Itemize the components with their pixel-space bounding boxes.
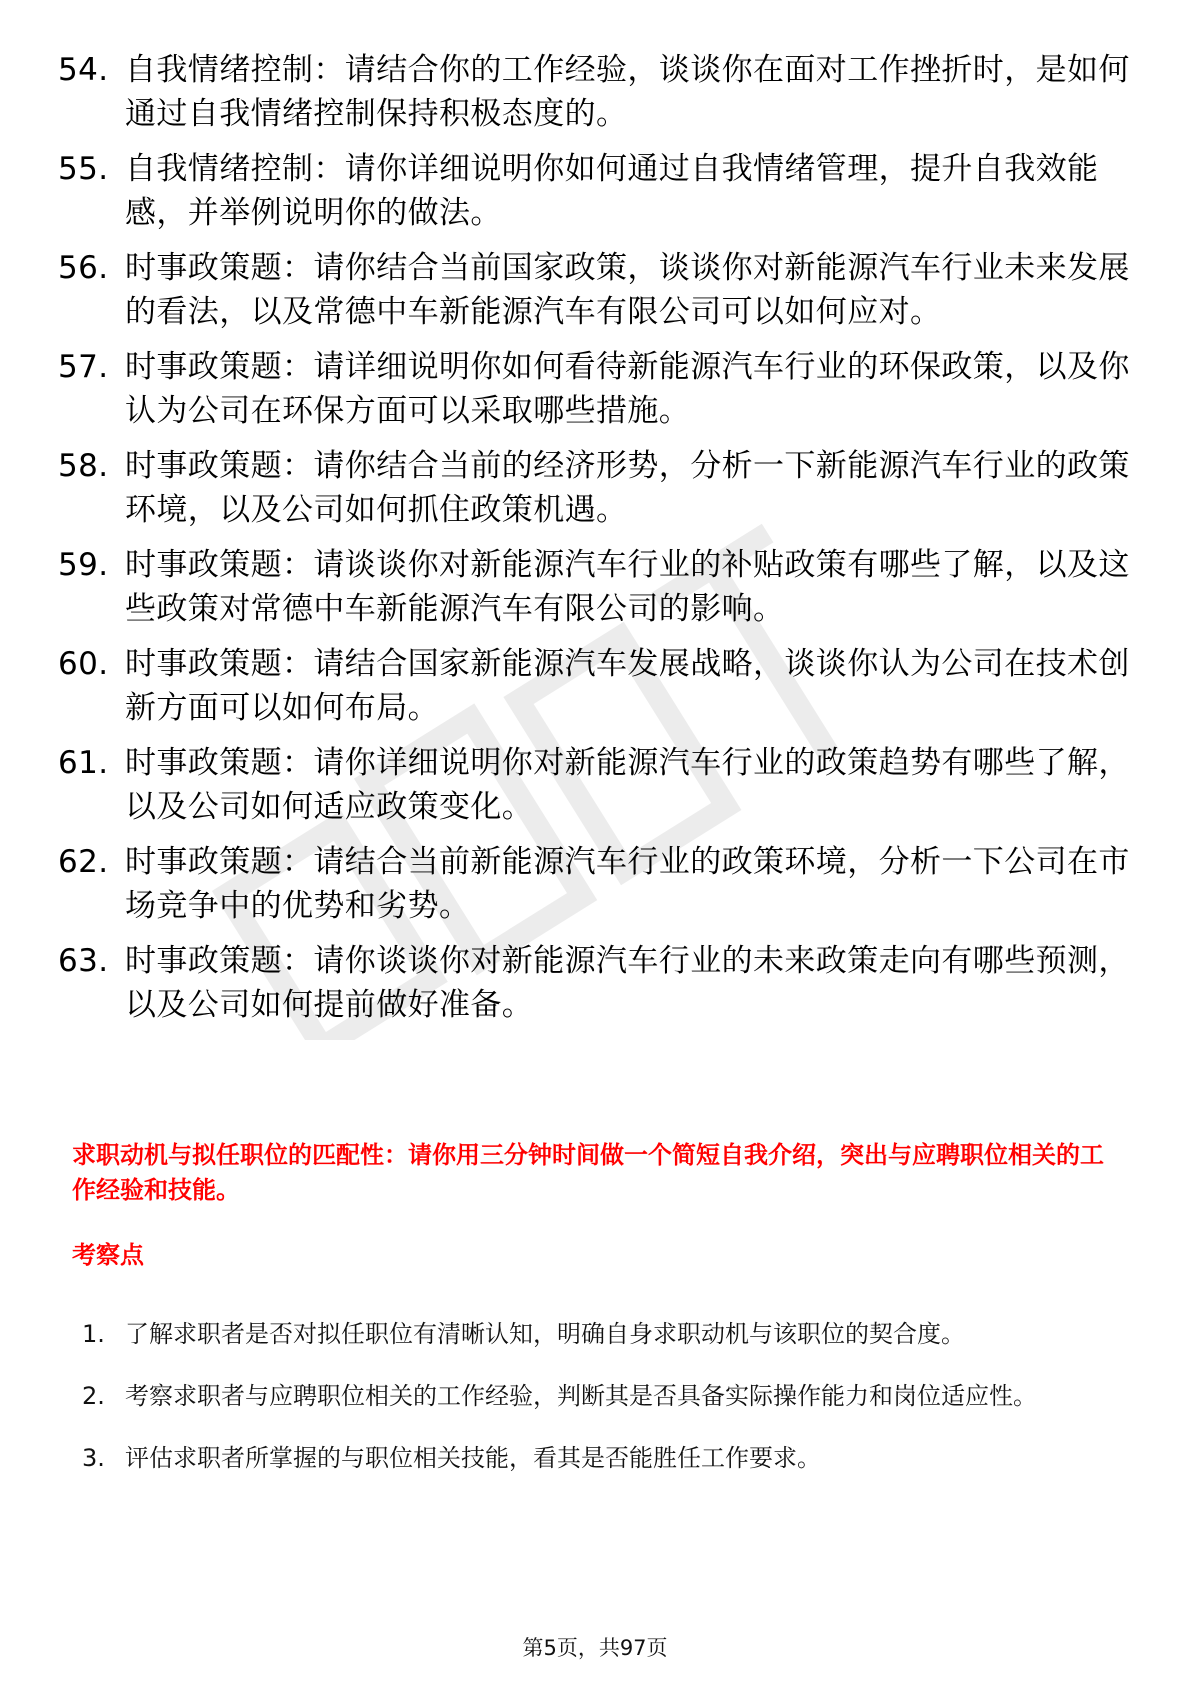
question-text: 时事政策题：请谈谈你对新能源汽车行业的补贴政策有哪些了解，以及这些政策对常德中车新能源汽车有限公司的影响。 xyxy=(125,547,1130,627)
question-text: 时事政策题：请详细说明你如何看待新能源汽车行业的环保政策，以及你认为公司在环保方面可以采取哪些措施。 xyxy=(125,349,1130,429)
question-number: 59. xyxy=(58,547,109,583)
question-text: 时事政策题：请你结合当前国家政策，谈谈你对新能源汽车行业未来发展的看法，以及常德中车新能源汽车有限公司可以如何应对。 xyxy=(125,250,1130,330)
assessment-points-list xyxy=(82,1305,1122,1491)
list-item xyxy=(58,444,1138,532)
question-text: 时事政策题：请你详细说明你对新能源汽车行业的政策趋势有哪些了解，以及公司如何适应政策变化。 xyxy=(125,745,1130,825)
page-footer: 第5页，共97页 xyxy=(522,1636,668,1660)
list-item xyxy=(82,1367,1122,1425)
question-text: 时事政策题：请你谈谈你对新能源汽车行业的未来政策走向有哪些预测，以及公司如何提前做好准备。 xyxy=(125,943,1130,1023)
question-number: 57. xyxy=(58,349,109,385)
point-text: 评估求职者所掌握的与职位相关技能，看其是否能胜任工作要求。 xyxy=(125,1444,821,1472)
list-item xyxy=(58,48,1138,136)
question-number: 63. xyxy=(58,943,109,979)
question-number: 55. xyxy=(58,151,109,187)
question-text: 自我情绪控制：请你详细说明你如何通过自我情绪管理，提升自我效能感，并举例说明你的做法。 xyxy=(125,151,1099,231)
list-item xyxy=(58,840,1138,928)
list-item xyxy=(58,147,1138,235)
list-item xyxy=(58,543,1138,631)
question-text: 时事政策题：请结合当前新能源汽车行业的政策环境，分析一下公司在市场竞争中的优势和劣势。 xyxy=(125,844,1130,924)
list-item xyxy=(58,642,1138,730)
point-number: 1. xyxy=(82,1320,105,1348)
point-number: 3. xyxy=(82,1444,105,1472)
section-label: 考察点 xyxy=(72,1241,144,1269)
list-item xyxy=(58,939,1138,1027)
question-number: 62. xyxy=(58,844,109,880)
list-item xyxy=(58,345,1138,433)
question-text: 自我情绪控制：请结合你的工作经验，谈谈你在面对工作挫折时，是如何通过自我情绪控制保持积极态度的。 xyxy=(125,52,1130,132)
point-number: 2. xyxy=(82,1382,105,1410)
question-number: 56. xyxy=(58,250,109,286)
point-text: 考察求职者与应聘职位相关的工作经验，判断其是否具备实际操作能力和岗位适应性。 xyxy=(125,1382,1037,1410)
question-number: 54. xyxy=(58,52,109,88)
point-text: 了解求职者是否对拟任职位有清晰认知，明确自身求职动机与该职位的契合度。 xyxy=(125,1320,965,1348)
list-item xyxy=(82,1429,1122,1487)
question-text: 时事政策题：请你结合当前的经济形势，分析一下新能源汽车行业的政策环境，以及公司如何抓住政策机遇。 xyxy=(125,448,1130,528)
question-text: 时事政策题：请结合国家新能源汽车发展战略，谈谈你认为公司在技术创新方面可以如何布局。 xyxy=(125,646,1130,726)
question-number: 60. xyxy=(58,646,109,682)
question-number: 61. xyxy=(58,745,109,781)
list-item xyxy=(82,1305,1122,1363)
question-list xyxy=(58,48,1138,1038)
list-item xyxy=(58,246,1138,334)
highlighted-question-heading: 求职动机与拟任职位的匹配性：请你用三分钟时间做一个简短自我介绍，突出与应聘职位相关的工作经验和技能。 xyxy=(72,1141,1104,1204)
question-number: 58. xyxy=(58,448,109,484)
list-item xyxy=(58,741,1138,829)
